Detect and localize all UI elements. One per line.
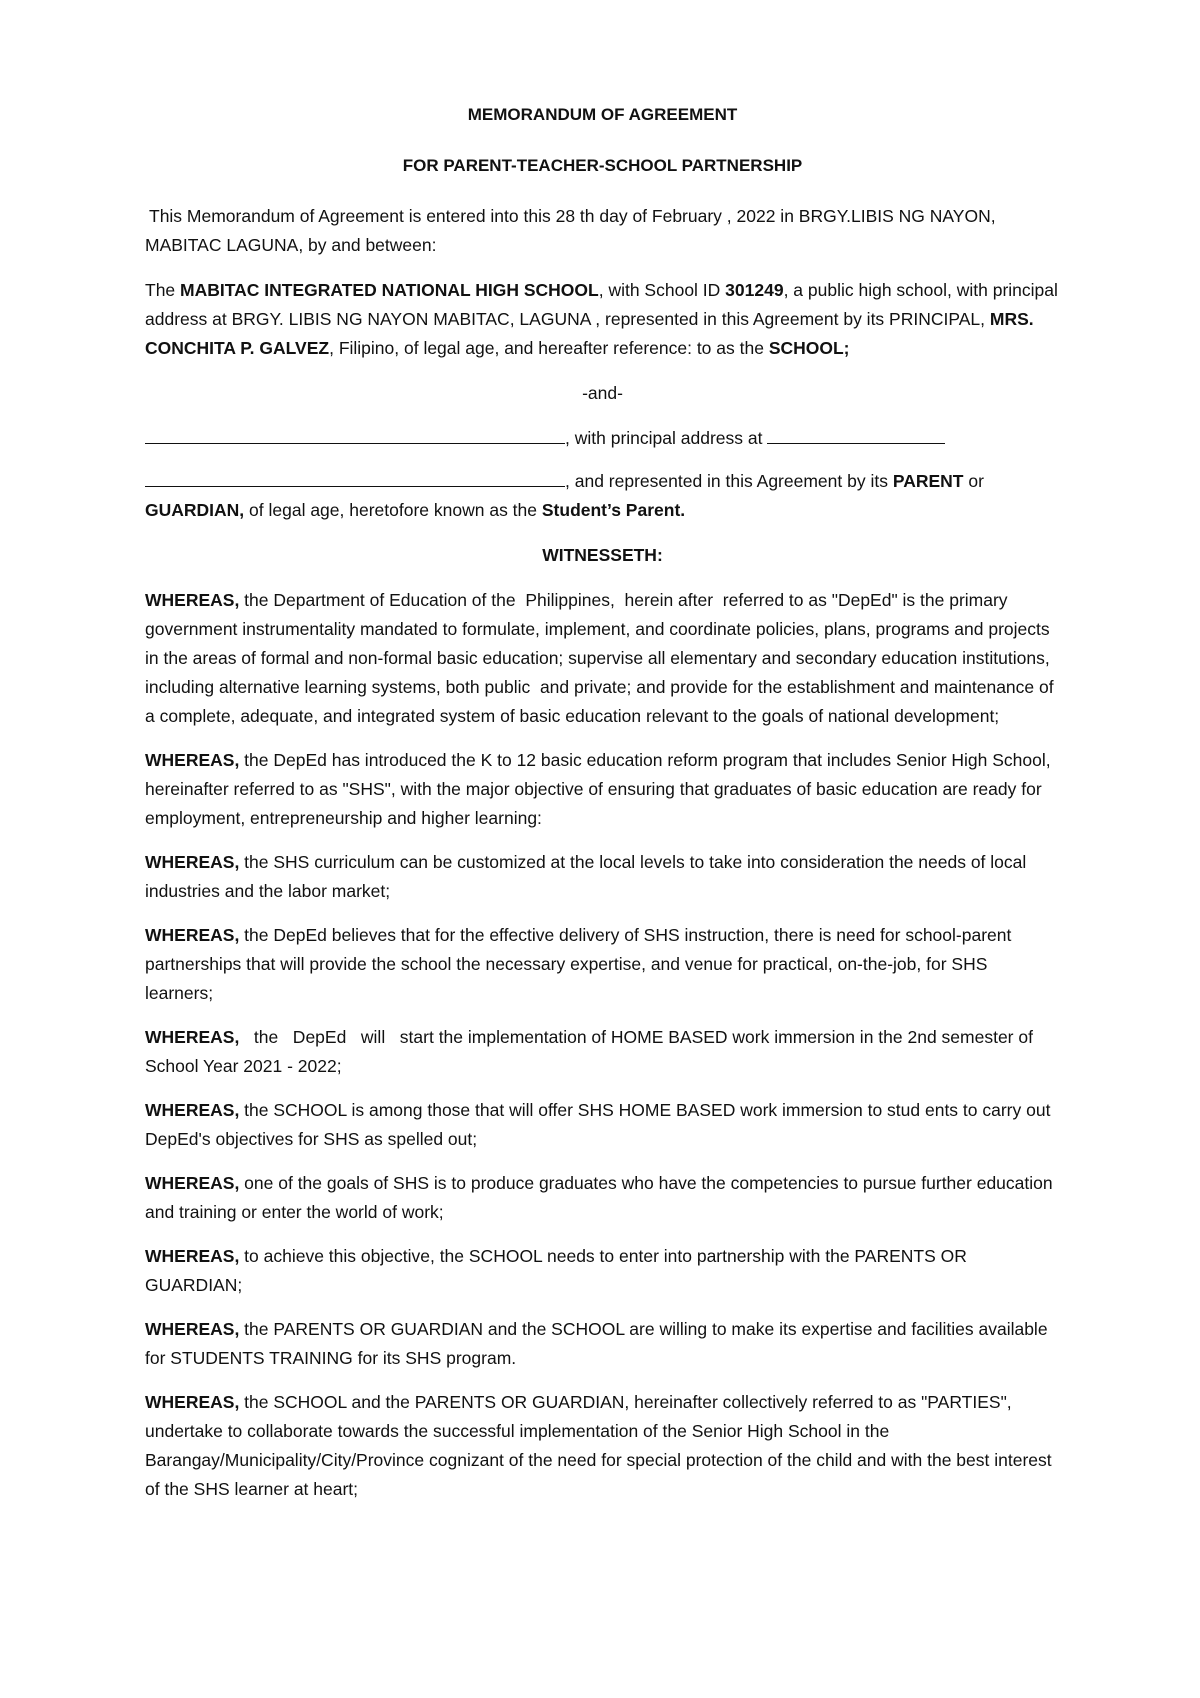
principal-name: MRS. CONCHITA P. GALVEZ xyxy=(145,309,1034,358)
parent-address-blank[interactable] xyxy=(767,425,945,444)
whereas-label: WHEREAS, xyxy=(145,1027,240,1047)
parent-or-text: or xyxy=(963,471,984,491)
document-title: MEMORANDUM OF AGREEMENT xyxy=(467,105,738,124)
witnesseth-heading: WITNESSETH: xyxy=(542,545,663,565)
and-separator: -and- xyxy=(582,383,623,403)
whereas-clause xyxy=(145,1242,1060,1300)
whereas-label: WHEREAS, xyxy=(145,1173,240,1193)
guardian-label: GUARDIAN, xyxy=(145,500,245,520)
whereas-clause xyxy=(145,586,1060,731)
school-name: MABITAC INTEGRATED NATIONAL HIGH SCHOOL xyxy=(180,280,599,300)
whereas-clause xyxy=(145,848,1060,906)
parent-line-1-text: , with principal address at xyxy=(565,428,768,448)
school-party-paragraph xyxy=(145,276,1060,363)
whereas-clause xyxy=(145,1169,1060,1227)
whereas-list xyxy=(145,586,1060,1504)
parent-label: PARENT xyxy=(892,471,964,491)
school-party-the: The xyxy=(145,280,181,300)
school-party-text-1: , with School ID xyxy=(598,280,726,300)
whereas-text: one of the goals of SHS is to produce graduates who have the competencies to pursue further education and training or enter the world of work; xyxy=(145,1173,1058,1222)
students-parent-label: Student’s Parent. xyxy=(541,500,686,520)
school-id: 301249 xyxy=(725,280,784,300)
whereas-text: the PARENTS OR GUARDIAN and the SCHOOL are willing to make its expertise and facilities available for STUDENTS TRAINING for its SHS program. xyxy=(145,1319,1053,1368)
whereas-clause xyxy=(145,1315,1060,1373)
whereas-label: WHEREAS, xyxy=(145,750,240,770)
whereas-text: the SCHOOL is among those that will offer SHS HOME BASED work immersion to stud ents to carry out DepEd's objectives for SHS as spelled out; xyxy=(145,1100,1056,1149)
whereas-clause xyxy=(145,921,1060,1008)
whereas-label: WHEREAS, xyxy=(145,1100,240,1120)
parent-line-2-text: , and represented in this Agreement by its xyxy=(565,471,893,491)
intro-paragraph: This Memorandum of Agreement is entered into this 28 th day of February , 2022 in BRGY.LIBIS NG NAYON, MABITAC LAGUNA, by and between: xyxy=(145,206,996,255)
whereas-text: the DepEd believes that for the effective delivery of SHS instruction, there is need for school-parent partnerships that will provide the school the necessary expertise, and venue for practical, on-the-job, for SHS learners; xyxy=(145,925,1017,1003)
whereas-label: WHEREAS, xyxy=(145,1392,240,1412)
whereas-clause xyxy=(145,746,1060,833)
whereas-text: the DepEd will start the implementation of HOME BASED work immersion in the 2nd semester of School Year 2021 - 2022; xyxy=(145,1027,1038,1076)
whereas-label: WHEREAS, xyxy=(145,852,240,872)
parent-party-paragraph xyxy=(145,467,1060,525)
parent-address-continued-blank[interactable] xyxy=(145,468,565,487)
whereas-label: WHEREAS, xyxy=(145,1246,240,1266)
school-party-text-2: , a public high school, with principal address at BRGY. LIBIS NG NAYON MABITAC, LAGUNA , represented in this Agreement by its PRINCIPAL, xyxy=(145,280,1058,329)
parent-name-line xyxy=(145,424,1060,453)
whereas-label: WHEREAS, xyxy=(145,1319,240,1339)
whereas-text: the DepEd has introduced the K to 12 basic education reform program that includes Senior High School, hereinafter referred to as "SHS", with the major objective of ensuring that graduates of basic education are ready for employment, entrepreneurship and higher learning: xyxy=(145,750,1056,828)
school-party-text-3: , Filipino, of legal age, and hereafter reference: to as the xyxy=(329,338,769,358)
whereas-text: to achieve this objective, the SCHOOL needs to enter into partnership with the PARENTS OR GUARDIAN; xyxy=(145,1246,972,1295)
whereas-text: the Department of Education of the Philippines, herein after referred to as "DepEd" is the primary government instrumentality mandated to formulate, implement, and coordinate policies, plans, programs and projects in the areas of formal and non-formal basic education; supervise all elementary and secondary education institutions, including alternative learning systems, both public and private; and provide for the establishment and maintenance of a complete, adequate, and integrated system of basic education relevant to the goals of national development; xyxy=(145,590,1059,726)
whereas-clause xyxy=(145,1023,1060,1081)
whereas-label: WHEREAS, xyxy=(145,925,240,945)
whereas-clause xyxy=(145,1388,1060,1504)
whereas-text: the SHS curriculum can be customized at the local levels to take into consideration the needs of local industries and the labor market; xyxy=(145,852,1032,901)
parent-name-blank[interactable] xyxy=(145,425,565,444)
whereas-label: WHEREAS, xyxy=(145,590,240,610)
whereas-text: the SCHOOL and the PARENTS OR GUARDIAN, hereinafter collectively referred to as "PARTIES", undertake to collaborate towards the successful implementation of the Senior High School in the Barangay/Municipality/City/Province cognizant of the need for special protection of the child and with the best interest of the SHS learner at heart; xyxy=(145,1392,1057,1499)
school-label: SCHOOL; xyxy=(768,338,850,358)
whereas-clause xyxy=(145,1096,1060,1154)
document-subtitle: FOR PARENT-TEACHER-SCHOOL PARTNERSHIP xyxy=(402,156,803,175)
parent-party-text: of legal age, heretofore known as the xyxy=(244,500,542,520)
